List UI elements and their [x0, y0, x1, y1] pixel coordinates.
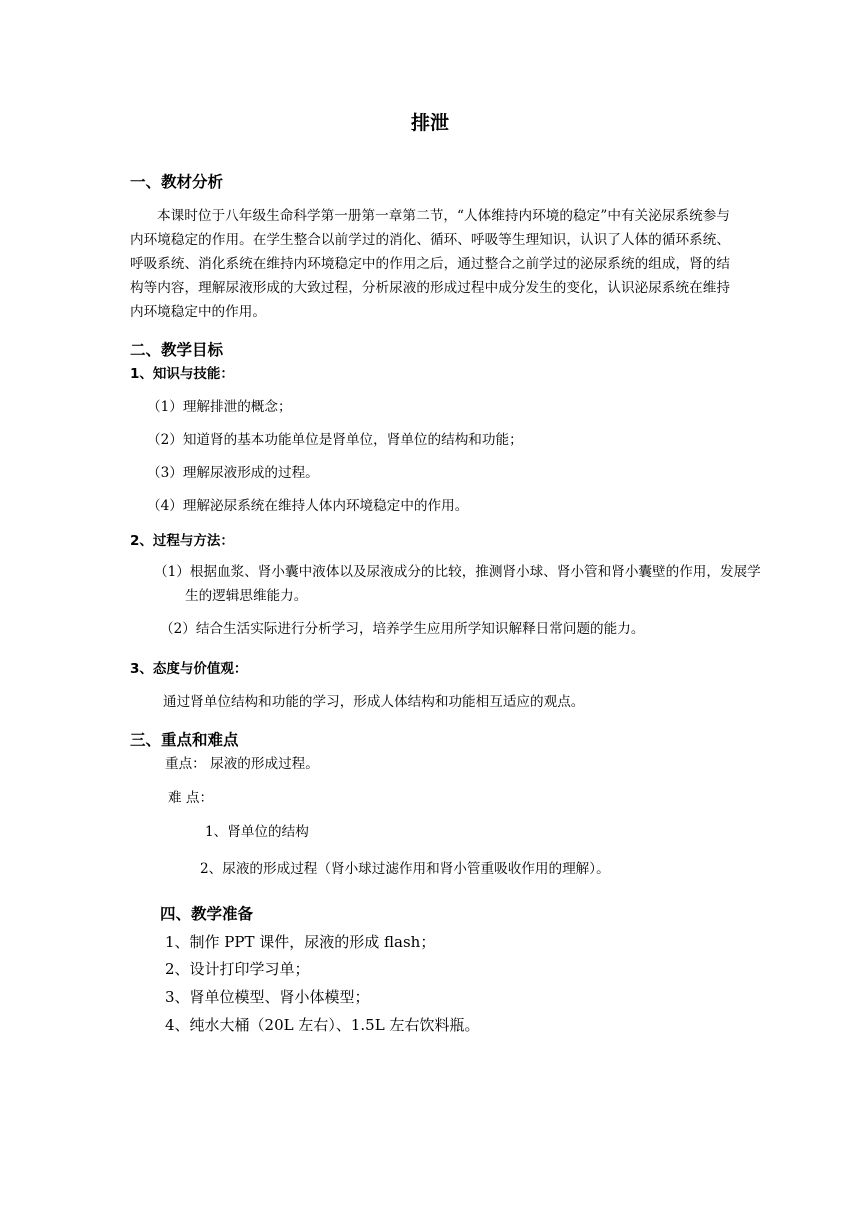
knowledge-item-3: （3）理解尿液形成的过程。 [147, 465, 319, 481]
attitudes-values-text: 通过肾单位结构和功能的学习，形成人体结构和功能相互适应的观点。 [163, 694, 585, 710]
textbook-analysis-paragraph: 本课时位于八年级生命科学第一册第一章第二节，“人体维持内环境的稳定”中有关泌尿系统参与内环境稳定的作用。在学生整合以前学过的消化、循环、呼吸等生理知识，认识了人体的循环系统、呼吸系统、消化系统在维持内环境稳定中的作用之后，通过整合之前学过的泌尿系统的组成，肾的结构等内容，理解尿液形成的大致过程，分析尿液的形成过程中成分发生的变化，认识泌尿系统在维持内环境稳定中的作用。 [130, 208, 730, 320]
section-heading-textbook-analysis: 一、教材分析 [130, 173, 224, 191]
key-point-text: 重点： 尿液的形成过程。 [165, 756, 319, 772]
difficulty-item-1: 1、肾单位的结构 [205, 824, 309, 840]
section-heading-teaching-preparation: 四、教学准备 [160, 905, 254, 923]
section-heading-teaching-goals: 二、教学目标 [130, 341, 224, 359]
process-item-2: （2）结合生活实际进行分析学习，培养学生应用所学知识解释日常问题的能力。 [160, 621, 645, 637]
preparation-item-3: 3、肾单位模型、肾小体模型； [165, 988, 370, 1006]
knowledge-item-2: （2）知道肾的基本功能单位是肾单位，肾单位的结构和功能； [147, 432, 523, 448]
knowledge-item-1: （1）理解排泄的概念； [147, 399, 292, 415]
difficulty-item-2: 2、尿液的形成过程（肾小球过滤作用和肾小管重吸收作用的理解）。 [200, 861, 610, 877]
process-item-1: （1）根据血浆、肾小囊中液体以及尿液成分的比较，推测肾小球、肾小管和肾小囊壁的作用，发展学生的逻辑思维能力。 [154, 564, 761, 604]
preparation-item-1: 1、制作 PPT 课件，尿液的形成 flash； [165, 933, 436, 951]
document-title: 排泄 [410, 112, 449, 134]
difficulty-label: 难 点： [168, 790, 214, 806]
preparation-item-4: 4、纯水大桶（20L 左右）、1.5L 左右饮料瓶。 [165, 1016, 480, 1034]
preparation-item-2: 2、设计打印学习单； [165, 960, 310, 978]
knowledge-item-4: （4）理解泌尿系统在维持人体内环境稳定中的作用。 [147, 498, 469, 514]
subheading-knowledge-skills: 1、知识与技能： [130, 366, 234, 382]
subheading-process-methods: 2、过程与方法： [130, 533, 234, 549]
section-heading-key-difficult-points: 三、重点和难点 [130, 731, 239, 749]
subheading-attitudes-values: 3、态度与价值观： [130, 661, 248, 677]
